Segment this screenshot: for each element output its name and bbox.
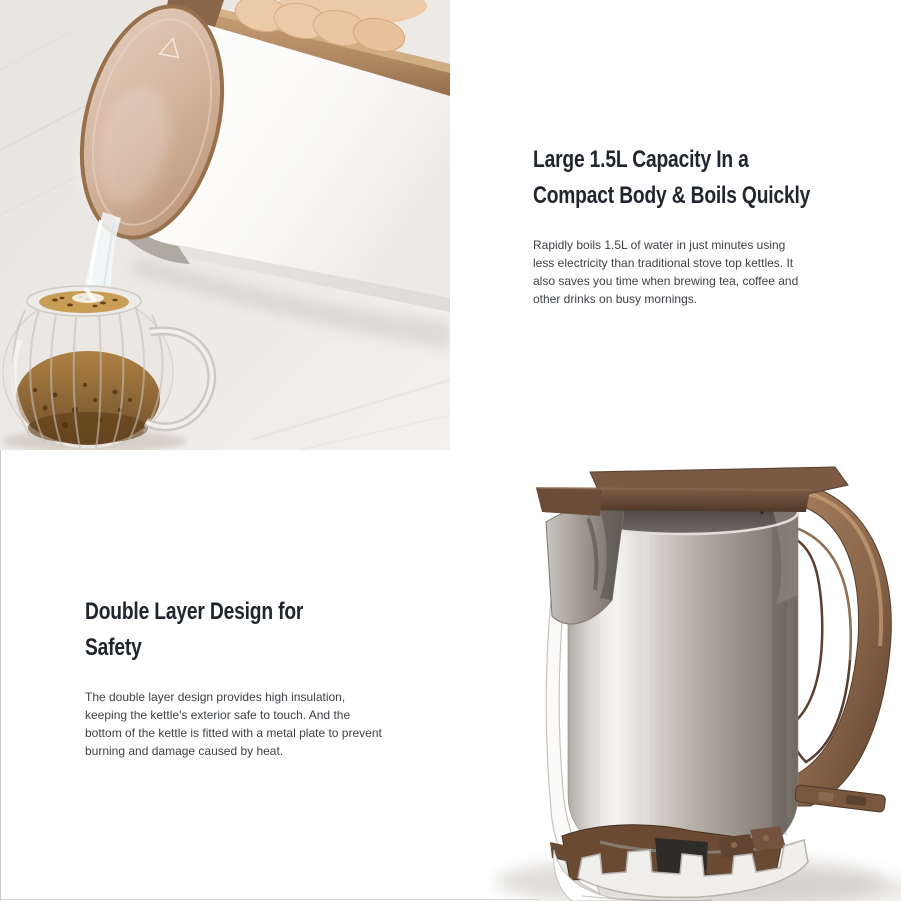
heading-line: Safety <box>85 634 142 661</box>
heading-line: Compact Body & Boils Quickly <box>533 182 811 209</box>
window-left-border <box>0 450 1 901</box>
feature-body-safety: The double layer design provides high insulation, keeping the kettle's exterior safe to touch. And the bottom of the kettle is fitted with a metal plate to prevent burning and damage caused by heat. <box>85 690 382 758</box>
feature-section-capacity <box>533 142 883 308</box>
feature-heading-safety <box>85 594 365 666</box>
window-bottom-border <box>0 899 540 900</box>
heading-line: Double Layer Design for <box>85 598 304 625</box>
product-photo-kettle-pouring <box>0 0 450 450</box>
feature-section-safety <box>85 594 435 760</box>
feature-heading-capacity <box>533 142 813 214</box>
product-photo-kettle-cutaway <box>450 450 901 901</box>
steel-inner-vessel <box>546 490 798 863</box>
feature-body-capacity: Rapidly boils 1.5L of water in just minutes using less electricity than traditional stove top kettles. It also saves you time when brewing tea, coffee and other drinks on busy mornings. <box>533 238 799 306</box>
heading-line: Large 1.5L Capacity In a <box>533 146 749 173</box>
